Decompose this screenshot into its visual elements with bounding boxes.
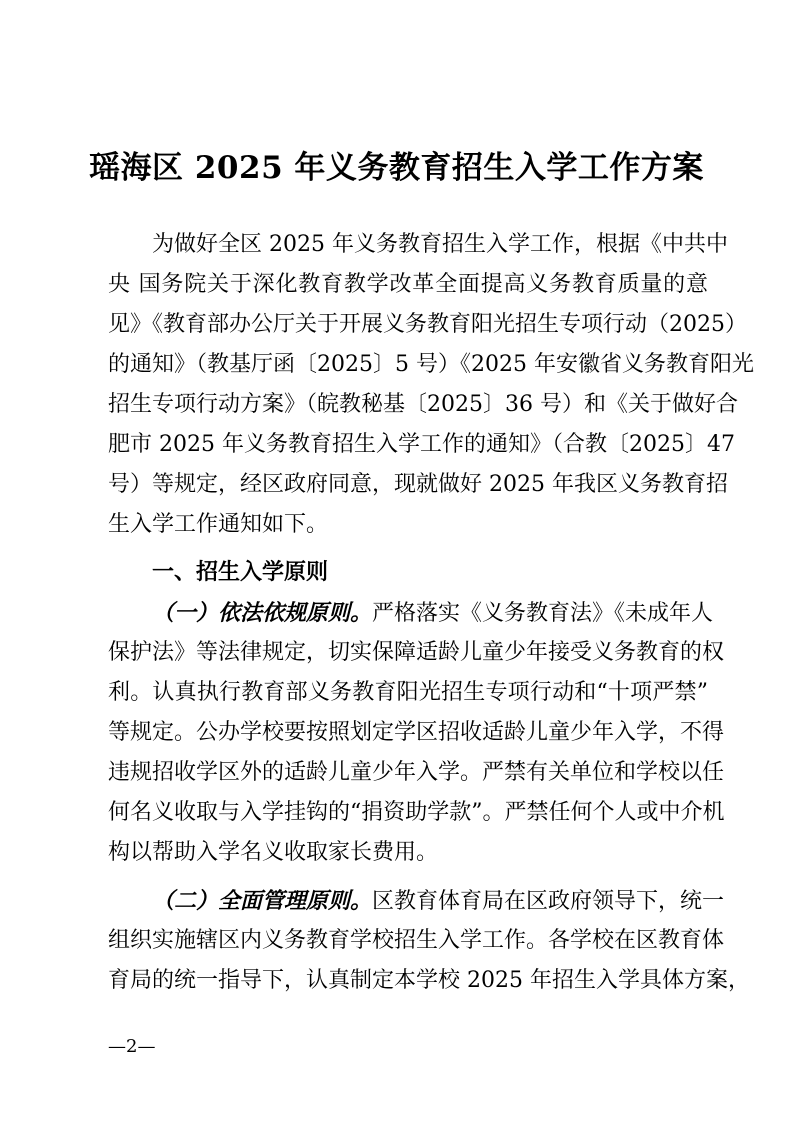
paragraph-line: 保护法》等法律规定，切实保障适龄儿童少年接受义务教育的权	[108, 640, 725, 665]
section-heading: 一、招生入学原则	[152, 560, 329, 585]
intro-line: 为做好全区 2025 年义务教育招生入学工作，根据《中共中	[152, 232, 728, 257]
intro-line: 的通知》（教基厅函〔2025〕5 号）《2025 年安徽省义务教育阳光	[108, 352, 754, 377]
paragraph-line: 违规招收学区外的适龄儿童少年入学。严禁有关单位和学校以任	[108, 760, 725, 785]
paragraph-text: 严格落实《义务教育法》《未成年人	[372, 601, 714, 626]
paragraph-line: 育局的统一指导下，认真制定本学校 2025 年招生入学具体方案，	[108, 968, 750, 993]
paragraph-lead: （二）全面管理原则。	[152, 888, 373, 914]
paragraph-first-line	[108, 888, 725, 914]
intro-line: 见》《教育部办公厅关于开展义务教育阳光招生专项行动（2025）	[108, 312, 747, 337]
paragraph-line: 构以帮助入学名义收取家长费用。	[108, 840, 439, 865]
paragraph-line: 何名义收取与入学挂钩的“捐资助学款”。严禁任何个人或中介机	[108, 800, 725, 825]
paragraph-line: 利。认真执行教育部义务教育阳光招生专项行动和“十项严禁”	[108, 680, 708, 705]
intro-line: 肥市 2025 年义务教育招生入学工作的通知》（合教〔2025〕47	[108, 432, 735, 457]
paragraph-text: 区教育体育局在区政府领导下，统一	[372, 889, 725, 914]
document-title: 瑶海区 2025 年义务教育招生入学工作方案	[89, 150, 704, 186]
page-number: —2—	[108, 1036, 156, 1057]
paragraph-line: 组织实施辖区内义务教育学校招生入学工作。各学校在区教育体	[108, 928, 725, 953]
paragraph-first-line	[108, 600, 714, 626]
intro-line: 生入学工作通知如下。	[108, 512, 329, 537]
paragraph-lead: （一）依法依规原则。	[152, 600, 373, 626]
intro-line: 招生专项行动方案》（皖教秘基〔2025〕36 号）和《关于做好合	[108, 392, 738, 417]
paragraph-line: 等规定。公办学校要按照划定学区招收适龄儿童少年入学，不得	[108, 720, 725, 745]
intro-line: 央 国务院关于深化教育教学改革全面提高义务教育质量的意	[108, 272, 708, 297]
intro-line: 号）等规定，经区政府同意，现就做好 2025 年我区义务教育招	[108, 472, 728, 497]
